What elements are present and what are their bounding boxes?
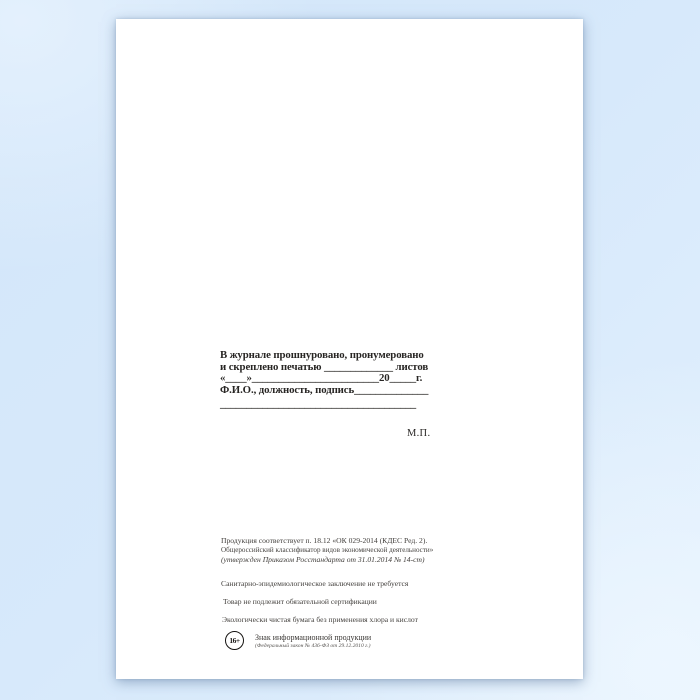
binding-line-1: В журнале прошнуровано, пронумеровано bbox=[220, 349, 424, 361]
sanitary-note: Санитарно-эпидемиологическое заключение не требуется bbox=[221, 579, 409, 588]
compliance-line-2: Общероссийский классификатор видов экономической деятельности» bbox=[221, 545, 434, 554]
journal-back-page bbox=[116, 19, 583, 679]
binding-line-4: Ф.И.О., должность, подпись______________ bbox=[220, 383, 429, 396]
binding-signature-line: _____________________________________ bbox=[220, 398, 417, 411]
age-mark-title: Знак информационной продукции bbox=[255, 633, 372, 642]
compliance-line-1: Продукция соответствует п. 18.12 «ОК 029-2014 (КДЕС Ред. 2). bbox=[221, 536, 428, 545]
age-mark-law-note: (Федеральный закон № 436-ФЗ от 29.12.2010 г.) bbox=[255, 642, 371, 649]
age-mark-text bbox=[255, 631, 371, 650]
stamp-place-label: М.П. bbox=[407, 428, 431, 439]
product-compliance-block bbox=[221, 537, 433, 564]
age-16plus-icon: 16+ bbox=[225, 631, 244, 650]
binding-line-2: и скреплено печатью _____________ листов bbox=[220, 360, 429, 373]
eco-paper-note: Экологически чистая бумага без применения хлора и кислот bbox=[222, 615, 418, 624]
binding-certification-block bbox=[220, 350, 450, 411]
certification-note: Товар не подлежит обязательной сертификации bbox=[223, 597, 377, 606]
age-information-mark bbox=[225, 631, 371, 650]
compliance-line-3: (утвержден Приказом Росстандарта от 31.01.2014 № 14-ст) bbox=[221, 554, 425, 564]
binding-line-3: «____»________________________20_____г. bbox=[220, 372, 423, 385]
